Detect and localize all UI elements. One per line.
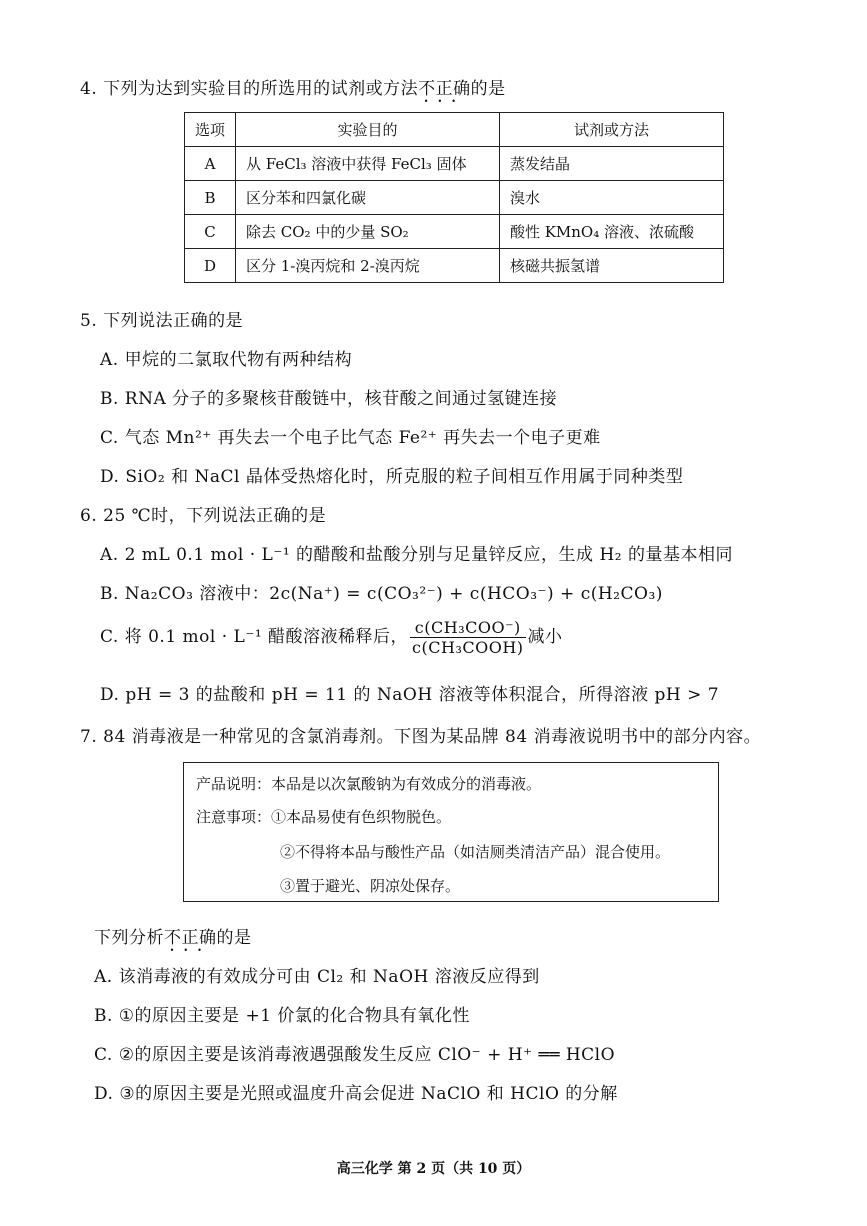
header-option: 选项: [185, 113, 236, 147]
cell-method: 蒸发结晶: [499, 147, 723, 181]
header-purpose: 实验目的: [236, 113, 500, 147]
q6-stem: 6. 25 ℃时，下列说法正确的是: [80, 506, 327, 526]
q7-option-c: C. ②的原因主要是该消毒液遇强酸发生反应 ClO⁻ + H⁺ ══ HClO: [94, 1045, 616, 1065]
q7-option-b: B. ①的原因主要是 +1 价氯的化合物具有氧化性: [94, 1006, 470, 1026]
box-product-description: 产品说明：本品是以次氯酸钠为有效成分的消毒液。: [196, 775, 542, 793]
q5-option-d: D. SiO₂ 和 NaCl 晶体受热熔化时，所克服的粒子间相互作用属于同种类型: [100, 467, 684, 487]
table-header-row: [185, 113, 724, 147]
product-info-box: [183, 762, 719, 902]
cell-method: 核磁共振氢谱: [499, 249, 723, 283]
q5-option-c: C. 气态 Mn²⁺ 再失去一个电子比气态 Fe²⁺ 再失去一个电子更难: [100, 428, 601, 448]
fraction-numerator: c(CH₃COO⁻): [410, 618, 525, 638]
q6-option-c: C. 将 0.1 mol · L⁻¹ 醋酸溶液稀释后， $\frac{\text{c(CH₃COO⁻)}}{\text{c(CH₃COOH)}}$ 减小: [100, 618, 563, 657]
q6-option-d: D. pH = 3 的盐酸和 pH = 11 的 NaOH 溶液等体积混合，所得溶液 pH > 7: [100, 685, 720, 705]
table-row: [185, 181, 724, 215]
table-row: [185, 147, 724, 181]
box-precaution-2: ②不得将本品与酸性产品（如洁厕类清洁产品）混合使用。: [280, 843, 671, 861]
q6-option-a: A. 2 mL 0.1 mol · L⁻¹ 的醋酸和盐酸分别与足量锌反应，生成 H₂ 的量基本相同: [100, 545, 733, 565]
q4-stem: 4. 下列为达到实验目的所选用的试剂或方法不正确 •••的是: [80, 74, 506, 99]
box-precaution-3: ③置于避光、阴凉处保存。: [280, 877, 461, 895]
fraction: [410, 618, 525, 657]
header-method: 试剂或方法: [499, 113, 723, 147]
q5-option-a: A. 甲烷的二氯取代物有两种结构: [100, 350, 353, 370]
q7-sub-stem: 下列分析不正确 •••的是: [94, 923, 252, 948]
cell-option: C: [185, 215, 236, 249]
cell-purpose: 区分 1-溴丙烷和 2-溴丙烷: [236, 249, 500, 283]
cell-purpose: 区分苯和四氯化碳: [236, 181, 500, 215]
q4-options-table: [184, 112, 724, 283]
cell-method: 酸性 KMnO₄ 溶液、浓硫酸: [499, 215, 723, 249]
q7-option-a: A. 该消毒液的有效成分可由 Cl₂ 和 NaOH 溶液反应得到: [94, 967, 540, 987]
cell-purpose: 从 FeCl₃ 溶液中获得 FeCl₃ 固体: [236, 147, 500, 181]
q4-emphasis: 不正确 •••: [418, 79, 471, 99]
cell-option: A: [185, 147, 236, 181]
fraction-denominator: c(CH₃COOH): [412, 638, 524, 657]
cell-option: D: [185, 249, 236, 283]
q5-option-b: B. RNA 分子的多聚核苷酸链中，核苷酸之间通过氢键连接: [100, 389, 558, 409]
q7-option-d: D. ③的原因主要是光照或温度升高会促进 NaClO 和 HClO 的分解: [94, 1084, 618, 1104]
table-row: [185, 215, 724, 249]
cell-option: B: [185, 181, 236, 215]
q5-stem: 5. 下列说法正确的是: [80, 311, 244, 331]
page-footer: 高三化学 第 2 页（共 10 页）: [336, 1161, 531, 1177]
q7-emphasis: 不正确 •••: [164, 928, 217, 948]
q7-stem: 7. 84 消毒液是一种常见的含氯消毒剂。下图为某品牌 84 消毒液说明书中的部分内容。: [80, 727, 762, 747]
q6-option-b: B. Na₂CO₃ 溶液中：2c(Na⁺) = c(CO₃²⁻) + c(HCO₃⁻) + c(H₂CO₃): [100, 584, 663, 604]
cell-method: 溴水: [499, 181, 723, 215]
table-row: [185, 249, 724, 283]
cell-purpose: 除去 CO₂ 中的少量 SO₂: [236, 215, 500, 249]
box-precautions: 注意事项：①本品易使有色织物脱色。: [196, 808, 452, 826]
